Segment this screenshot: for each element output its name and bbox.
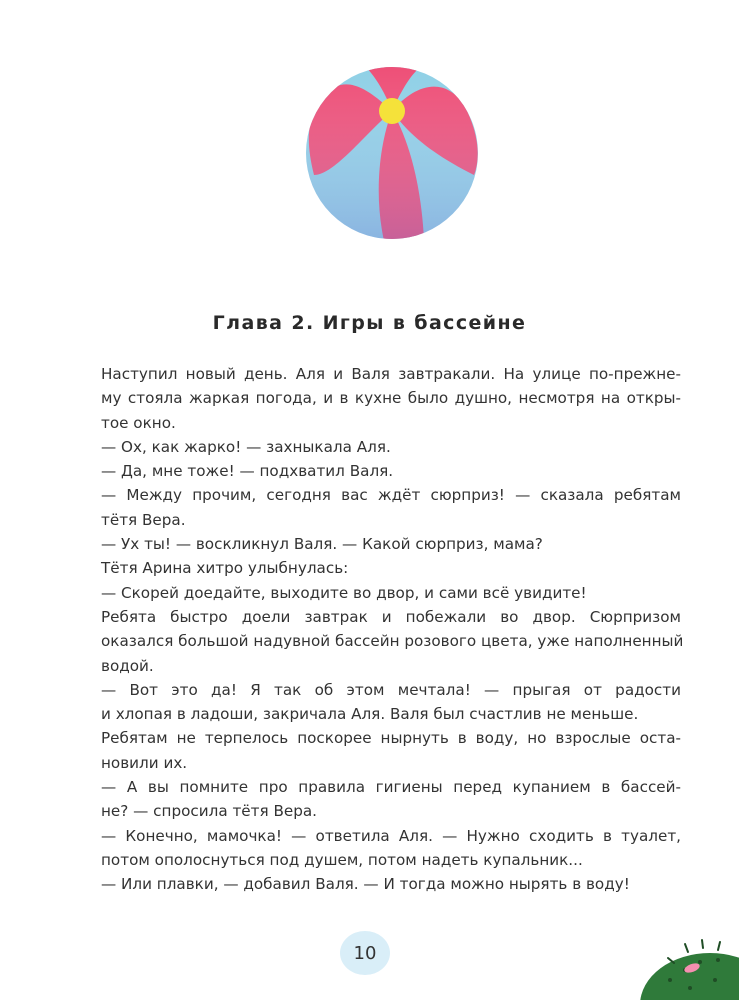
- text-line: не? — спросила тётя Вера.: [101, 802, 317, 821]
- cactus-illustration: [630, 930, 739, 1000]
- text-line: — Ух ты! — воскликнул Валя. — Какой сюрприз, мама?: [101, 535, 543, 554]
- text-line: новили их.: [101, 753, 188, 772]
- text-line: и хлопая в ладоши, закричала Аля. Валя был счастлив не меньше.: [101, 705, 639, 724]
- chapter-title: Глава 2. Игры в бассейне: [212, 312, 527, 334]
- beach-ball-illustration: [304, 65, 480, 241]
- paragraph: [101, 678, 681, 727]
- text-line: Тётя Арина хитро улыбнулась:: [101, 559, 349, 578]
- paragraph: [101, 556, 681, 580]
- text-line: — Между прочим, сегодня вас ждёт сюрприз! — сказала ребятам: [101, 486, 681, 505]
- page-number: [340, 931, 390, 975]
- text-line: — Ох, как жарко! — захныкала Аля.: [101, 437, 391, 456]
- text-line: — Вот это да! Я так об этом мечтала! — прыгая от радости: [101, 680, 681, 699]
- paragraph: [101, 775, 681, 824]
- text-line: водой.: [101, 656, 154, 675]
- text-line: — Да, мне тоже! — подхватил Валя.: [101, 462, 394, 481]
- paragraph: [101, 726, 681, 775]
- text-line: Ребятам не терпелось поскорее нырнуть в воду, но взрослые оста-: [101, 729, 681, 748]
- text-line: Наступил новый день. Аля и Валя завтракали. На улице по-прежне-: [101, 365, 681, 383]
- page-number-text: 10: [353, 942, 377, 964]
- text-line: — Конечно, мамочка! — ответила Аля. — Нужно сходить в туалет,: [101, 826, 681, 845]
- paragraph: [101, 435, 681, 459]
- text-line: Ребята быстро доели завтрак и побежали во двор. Сюрпризом: [101, 607, 681, 626]
- text-line: тётя Вера.: [101, 510, 186, 529]
- text-line: потом ополоснуться под душем, потом надеть купальник...: [101, 850, 583, 869]
- paragraph: [101, 581, 681, 605]
- text-line: оказался большой надувной бассейн розового цвета, уже наполненный: [101, 632, 684, 651]
- text-line: — А вы помните про правила гигиены перед купанием в бассей-: [101, 778, 681, 797]
- paragraph: [101, 459, 681, 483]
- text-line: — Или плавки, — добавил Валя. — И тогда можно нырять в воду!: [101, 875, 630, 894]
- text-line: — Скорей доедайте, выходите во двор, и сами всё увидите!: [101, 583, 587, 602]
- text-line: тое окно.: [101, 413, 176, 432]
- paragraph: [101, 872, 681, 896]
- ball-center-cap: [379, 98, 405, 124]
- paragraph: [101, 824, 681, 873]
- text-line: му стояла жаркая погода, и в кухне было душно, несмотря на откры-: [101, 389, 681, 408]
- story-text: [101, 362, 684, 897]
- paragraph: [101, 605, 684, 678]
- paragraph: [101, 483, 681, 532]
- paragraph: [101, 532, 681, 556]
- paragraph: [101, 362, 681, 435]
